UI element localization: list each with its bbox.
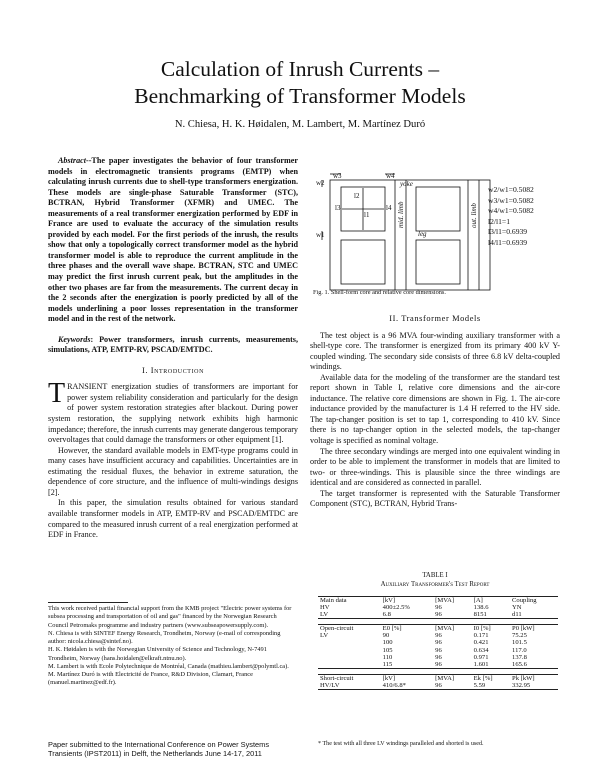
dimension-ratios bbox=[488, 185, 534, 249]
table-row: 105 96 0.634 117.0 bbox=[382, 646, 527, 654]
label-leg: leg bbox=[418, 230, 427, 238]
table-row: HV/LV 410/6.8* 96 5.59 332.95 bbox=[318, 682, 558, 690]
intro-paragraph-2: However, the standard available models in EMT-type programs could in many cases have insufficient accuracy and capabilities. Uncertainties are in estimating the residual fluxes, the behavior in extreme saturation, the dependence of core structure, and the influence of multi-windings designs [2]. bbox=[48, 445, 298, 497]
dimension-ratio: l3/l1=0.6939 bbox=[488, 227, 528, 237]
table-row: 110 96 0.971 137.8 bbox=[382, 653, 527, 661]
dimension-ratio: w3/w1=0.5082 bbox=[488, 195, 534, 205]
section-heading-transformer-models: II. Transformer Models bbox=[389, 314, 481, 323]
label-mid-limb: mid. limb bbox=[397, 201, 405, 228]
table-row: HV 400±2.5% 96 138.6 YN bbox=[320, 604, 522, 612]
left-column bbox=[48, 156, 298, 541]
abstract-label: Abstract bbox=[58, 156, 86, 165]
body-paragraph: The target transformer is represented with the Saturable Transformer Component (STC), BCTRAN, Hybrid Trans- bbox=[310, 488, 560, 509]
abstract-text: --The paper investigates the behavior of four transformer models in electromagnetic transients programs (EMTP) when calculating inrush currents due to shell-type transformers energization. These models are single-phase Saturable Transformer (STC), BCTRAN, Hybrid Transformer (XFMR) and UMEC. The measurements of a real transformer energization performed by EDF in France are used to evaluate the accuracy of the simulation results provided by each model. For the first periods of the inrush, the results show that only a topologically correct transformer model as the hybrid transformer model is able to reproduce the current amplitude in the three phases and the overall wave shape. BCTRAN, STC and UMEC may predict the first inrush current peak, but the amplitudes in the other two phases are far from the measurements. The current decay in the 2 seconds after the energization is poorly predicted by all of the models underlining a poor losses representation in the transformer model and in the rest of the network. bbox=[48, 156, 298, 324]
dimension-ratio: w2/w1=0.5082 bbox=[488, 185, 534, 194]
table-title: TABLE I Auxiliary Transformer's Test Report bbox=[380, 572, 490, 588]
label-w2: w2 bbox=[316, 179, 325, 187]
table-row: 100 96 0.421 101.5 bbox=[382, 639, 527, 647]
table-header-row: Short-circuit [kV] [MVA] Ek [%] Pk [kW] bbox=[318, 674, 558, 682]
label-w1: w1 bbox=[316, 231, 325, 239]
label-l1: l1 bbox=[364, 211, 370, 219]
section-heading-introduction: I. Introduction bbox=[141, 365, 205, 375]
core-window bbox=[341, 240, 385, 284]
right-column bbox=[310, 314, 560, 510]
label-yoke: yoke bbox=[400, 180, 413, 188]
label-w4: w4 bbox=[386, 172, 395, 180]
label-l4: l4 bbox=[386, 204, 392, 212]
table-header-row: Open-circuit E0 [%] [MVA] I0 [%] P0 [kW] bbox=[318, 625, 558, 633]
table-row: 115 96 1.601 165.6 bbox=[318, 661, 558, 669]
core-window bbox=[416, 240, 460, 284]
footnotes bbox=[48, 605, 298, 688]
label-l3: l3 bbox=[335, 204, 341, 212]
table-header-row: Main data [kV] [MVA] [A] Coupling bbox=[318, 597, 558, 605]
keywords-text: : Power transformers, inrush currents, measurements, simulations, ATP, EMTP-RV, PSCAD/EMTDC. bbox=[48, 334, 298, 355]
drop-cap: T bbox=[48, 378, 66, 410]
table-row: LV 90 96 0.171 75.25 bbox=[320, 632, 527, 640]
submission-note: Paper submitted to the International Conference on Power Systems Transients (IPST2011) in Delft, the Netherlands June 14-17, 2011 bbox=[48, 740, 270, 759]
label-l2: l2 bbox=[354, 192, 360, 200]
intro-paragraph-3: In this paper, the simulation results obtained for various standard available transformer models in ATP, EMTP-RV and PSCAD/EMTDC are compared to the measured inrush current of a real energization performed at EDF in France. bbox=[48, 498, 298, 540]
intro-paragraph-1: TRANSIENT energization studies of transformers are important for power system reliability consideration and particularly for the design of power system restoration strategies after blackout. During power system restoration, the supplying network exhibits high harmonic impedance; therefore, the inrush currents may generate dangerous temporary overvoltages that could damage the transformers or other equipment [1]. bbox=[48, 378, 298, 445]
footnote: This work received partial financial support from the KMB project "Electric power systems for subsea processing and transportation of oil and gas" financed by the Norwegian Research Council Petromaks programme and industry partners (www.subseapowersupply.com). bbox=[48, 605, 292, 629]
footnote: N. Chiesa is with SINTEF Energy Research, Trondheim, Norway (e-mail of corresponding author: nicola.chiesa@sintef.no). bbox=[48, 629, 281, 645]
dimension-ratio: l4/l1=0.6939 bbox=[488, 237, 528, 247]
footnote-rule bbox=[48, 602, 128, 603]
abstract bbox=[48, 156, 298, 325]
label-w3: w3 bbox=[333, 172, 342, 180]
body-paragraph: Available data for the modeling of the transformer are the standard test report shown in Table I, relative core dimensions and the air-core inductance. The relative core dimensions are shown in Fig. 1. The air-core inductance provided by the manufacturer is 1.4 H referred to the HV side. The tap-changer position is set to tap 1, corresponding to 410 kV. Since there is no tap-changer option in the selected models, the tap-changer voltage is specified as nominal voltage. bbox=[310, 372, 560, 446]
test-report-table bbox=[318, 596, 558, 690]
label-out-limb: out. limb bbox=[470, 203, 478, 228]
keywords bbox=[48, 335, 298, 356]
dimension-ratio: w4/w1=0.5082 bbox=[488, 206, 534, 216]
table-footnote: * The test with all three LV windings paralleled and shorted is used. bbox=[318, 741, 484, 747]
footnote: M. Martínez Duró is with Electricité de France, R&D Division, Clamart, France (manuel.martinez@edf.fr). bbox=[48, 671, 253, 687]
footnote: H. K. Høidalen is with the Norwegian University of Science and Technology, N-7491 Trondheim, Norway (hans.hoidalen@elkraft.ntnu.no). bbox=[48, 646, 267, 662]
body-paragraph: The test object is a 96 MVA four-winding auxiliary transformer with a shell-type core. The transformer is energized from its primary 400 kV Y-coupled winding. The secondary side consists of three 6.8 kV delta-coupled windings. bbox=[310, 330, 560, 372]
author-list: N. Chiesa, H. K. Høidalen, M. Lambert, M. Martínez Duró bbox=[174, 119, 426, 130]
body-paragraph: The three secondary windings are merged into one equivalent winding in order to be able to implement the transformer in models that are limited to two- or three-windings. This is plausible since the three windings are identical and are considered as connected in parallel. bbox=[310, 446, 560, 488]
figure-caption: Fig. 1. Shell-form core and relative core dimensions. bbox=[313, 289, 446, 296]
table-row: LV 6.8 96 8151 d11 bbox=[318, 611, 558, 619]
dimension-ratio: l2/l1=1 bbox=[488, 216, 511, 226]
keywords-label: Keywords bbox=[58, 334, 91, 344]
core-window bbox=[416, 187, 460, 231]
footnote: M. Lambert is with Ecole Polytechnique de Montréal, Canada (mathieu.lambert@polymtl.ca). bbox=[48, 662, 289, 670]
paper-title: Calculation of Inrush Currents – Benchmarking of Transformer Models bbox=[134, 57, 466, 108]
